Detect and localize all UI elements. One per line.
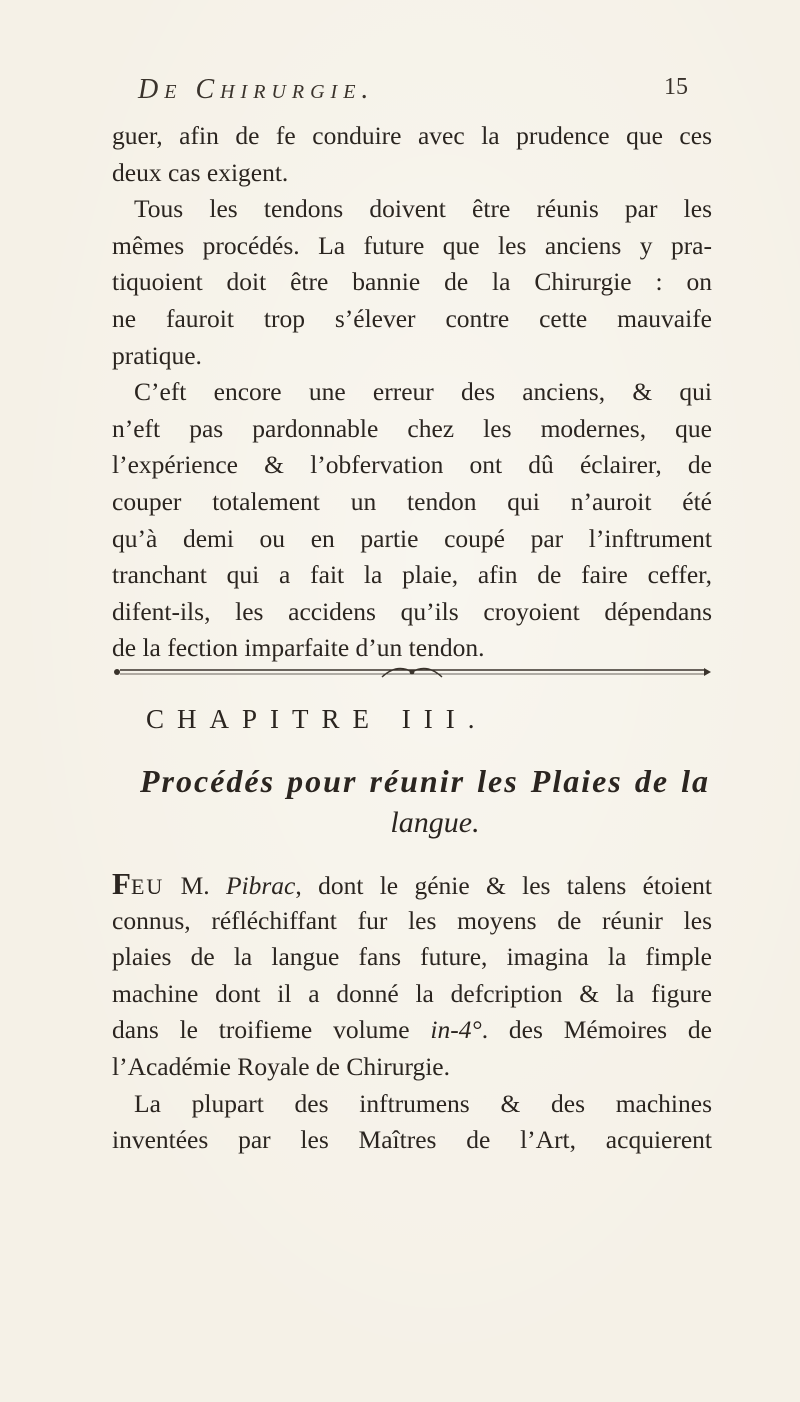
text-line: Tous les tendons doivent être réunis par les — [134, 194, 712, 224]
text-line: couper totalement un tendon qui n’auroit été — [112, 486, 712, 516]
text-line: deux cas exigent. — [112, 157, 289, 187]
text-line: machine dont il a donné la defcription & la figure — [112, 978, 712, 1008]
italic-format: in-4° — [430, 1015, 482, 1045]
page-number: 15 — [664, 74, 688, 100]
section-title — [140, 760, 710, 844]
running-head-title: De Chirurgie. — [138, 74, 375, 105]
text-line: tiquoient doit être bannie de la Chirurgie : on — [112, 267, 712, 297]
italic-name: Pibrac — [225, 871, 296, 900]
text-line: l’expérience & l’obfervation ont dû éclairer, de — [112, 450, 712, 480]
section-title-line-1: Procédés pour réunir les Plaies de la — [140, 763, 710, 799]
text-line: qu’à demi ou en partie coupé par l’inftrument — [112, 523, 712, 553]
text-line: connus, réfléchiffant fur les moyens de réunir les — [112, 905, 712, 935]
text-line: mêmes procédés. La future que les anciens y pra- — [112, 230, 712, 260]
paragraph-top — [112, 118, 712, 667]
text-line: inventées par les Maîtres de l’Art, acquierent — [112, 1125, 712, 1155]
paragraph-bottom — [112, 866, 712, 1159]
text-line: de la fection imparfaite d’un tendon. — [112, 633, 485, 663]
drop-letter: F — [112, 866, 131, 901]
text-line: ne fauroit trop s’élever contre cette mauvaife — [112, 303, 712, 333]
text-fragment: , dont le génie & les talens étoient — [295, 871, 712, 900]
text-fragment: dans le troifieme volume — [112, 1015, 431, 1045]
text-line: guer, afin de fe conduire avec la prudence que ces — [112, 121, 712, 150]
small-caps-word: EU — [130, 874, 165, 899]
text-line-format — [112, 1012, 712, 1049]
section-title-line-2: langue. — [390, 806, 480, 839]
text-line: La plupart des inftrumens & des machines — [134, 1088, 712, 1118]
text-fragment: M. — [164, 871, 226, 900]
text-line: plaies de la langue fans future, imagina la fimple — [112, 942, 712, 972]
text-line: difent-ils, les accidens qu’ils croyoient dépendans — [112, 596, 712, 626]
text-line-first — [112, 866, 712, 903]
text-line: l’Académie Royale de Chirurgie. — [112, 1051, 450, 1081]
text-fragment: . des Mémoires de — [481, 1015, 712, 1045]
text-line: pratique. — [112, 340, 202, 370]
ornamental-rule — [112, 665, 712, 679]
chapter-heading: CHAPITRE III. — [146, 704, 488, 734]
text-line: tranchant qui a fait la plaie, afin de faire ceffer, — [112, 560, 712, 590]
text-line: n’eft pas pardonnable chez les modernes, que — [112, 413, 712, 443]
running-head — [128, 74, 688, 110]
text-line: C’eft encore une erreur des anciens, & qui — [134, 377, 712, 407]
